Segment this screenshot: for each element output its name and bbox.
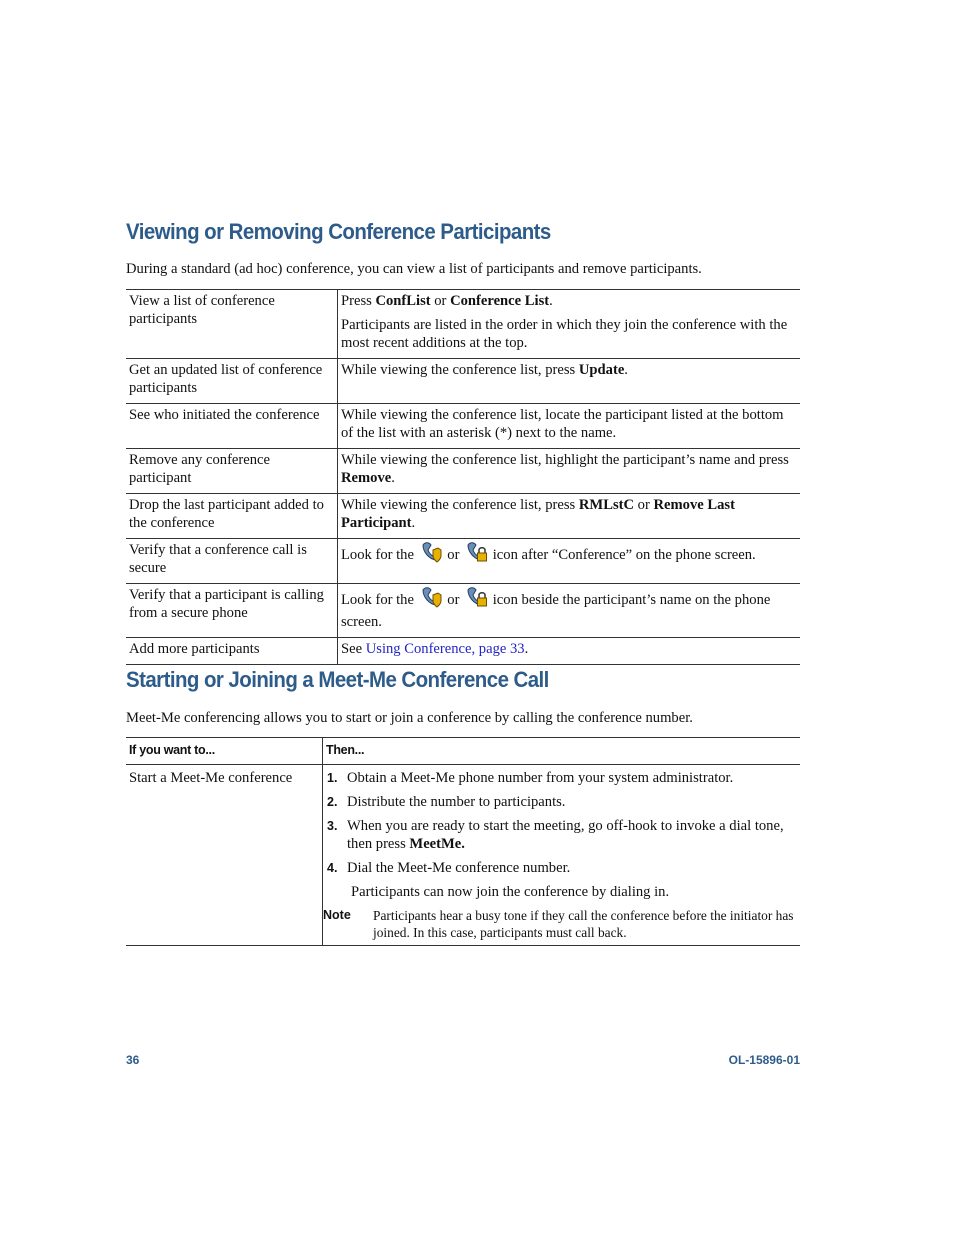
- task-cell: Remove any conference participant: [126, 449, 338, 494]
- secure-call-shield-icon: [420, 541, 442, 568]
- task-cell: Verify that a participant is calling from a secure phone: [126, 584, 338, 638]
- step-item: 3. When you are ready to start the meeting, go off-hook to invoke a dial tone, then press MeetMe.: [327, 818, 784, 852]
- task-cell: Get an updated list of conference participants: [126, 359, 338, 404]
- action-cell: While viewing the conference list, highlight the participant’s name and press Remove.: [338, 449, 801, 494]
- table-row: [126, 494, 800, 539]
- action-cell: See Using Conference, page 33.: [338, 638, 801, 665]
- section-intro-meetme: Meet-Me conferencing allows you to start or join a conference by calling the conference number.: [126, 710, 693, 726]
- note-block: [323, 907, 797, 941]
- secure-call-shield-icon: [420, 586, 442, 613]
- task-cell: Start a Meet-Me conference: [126, 765, 323, 946]
- step-item: 1. Obtain a Meet-Me phone number from your system administrator.: [327, 770, 734, 786]
- action-cell: While viewing the conference list, press Update.: [338, 359, 801, 404]
- task-cell: Add more participants: [126, 638, 338, 665]
- section-heading-viewing: Viewing or Removing Conference Participants: [126, 219, 551, 244]
- action-cell: Look for the or icon after “Conference” on the phone screen.: [338, 539, 801, 584]
- steps-cell: [323, 765, 801, 946]
- table-row: [126, 290, 800, 359]
- note-text: Participants hear a busy tone if they call the conference before the initiator has joined. In this case, participants must call back.: [373, 908, 794, 940]
- task-cell: Verify that a conference call is secure: [126, 539, 338, 584]
- table-row: [126, 359, 800, 404]
- action-cell: Look for the or icon beside the participant’s name on the phone screen.: [338, 584, 801, 638]
- step-item: 4. Dial the Meet-Me conference number.: [327, 860, 571, 876]
- meetme-table: [126, 737, 800, 946]
- step-item: 2. Distribute the number to participants.: [327, 794, 566, 810]
- using-conference-link[interactable]: Using Conference, page 33: [365, 641, 525, 657]
- section-intro-viewing: During a standard (ad hoc) conference, you can view a list of participants and remove participants.: [126, 261, 702, 277]
- table-row: [126, 765, 800, 946]
- column-header-if: If you want to...: [126, 738, 323, 765]
- table-row: [126, 539, 800, 584]
- step-followup-text: Participants can now join the conference by dialing in.: [351, 884, 670, 900]
- table-row: [126, 638, 800, 665]
- task-cell: See who initiated the conference: [126, 404, 338, 449]
- task-cell: View a list of conference participants: [126, 290, 338, 359]
- table-header-row: [126, 738, 800, 765]
- table-row: [126, 584, 800, 638]
- table-row: [126, 404, 800, 449]
- task-cell: Drop the last participant added to the conference: [126, 494, 338, 539]
- page-number: 36: [126, 1053, 140, 1067]
- table-row: [126, 449, 800, 494]
- section-heading-meetme: Starting or Joining a Meet-Me Conference Call: [126, 667, 549, 692]
- note-label: Note: [323, 908, 351, 922]
- action-cell: While viewing the conference list, press RMLstC or Remove Last Participant.: [338, 494, 801, 539]
- action-cell: While viewing the conference list, locate the participant listed at the bottom of the list with an asterisk (*) next to the name.: [338, 404, 801, 449]
- authenticated-call-lock-icon: [465, 586, 487, 613]
- column-header-then: Then...: [323, 738, 801, 765]
- authenticated-call-lock-icon: [465, 541, 487, 568]
- viewing-participants-table: [126, 289, 800, 665]
- document-id: OL-15896-01: [728, 1053, 800, 1067]
- action-cell: Press ConfList or Conference List. Participants are listed in the order in which they join the conference with the most recent additions at the top.: [338, 290, 801, 359]
